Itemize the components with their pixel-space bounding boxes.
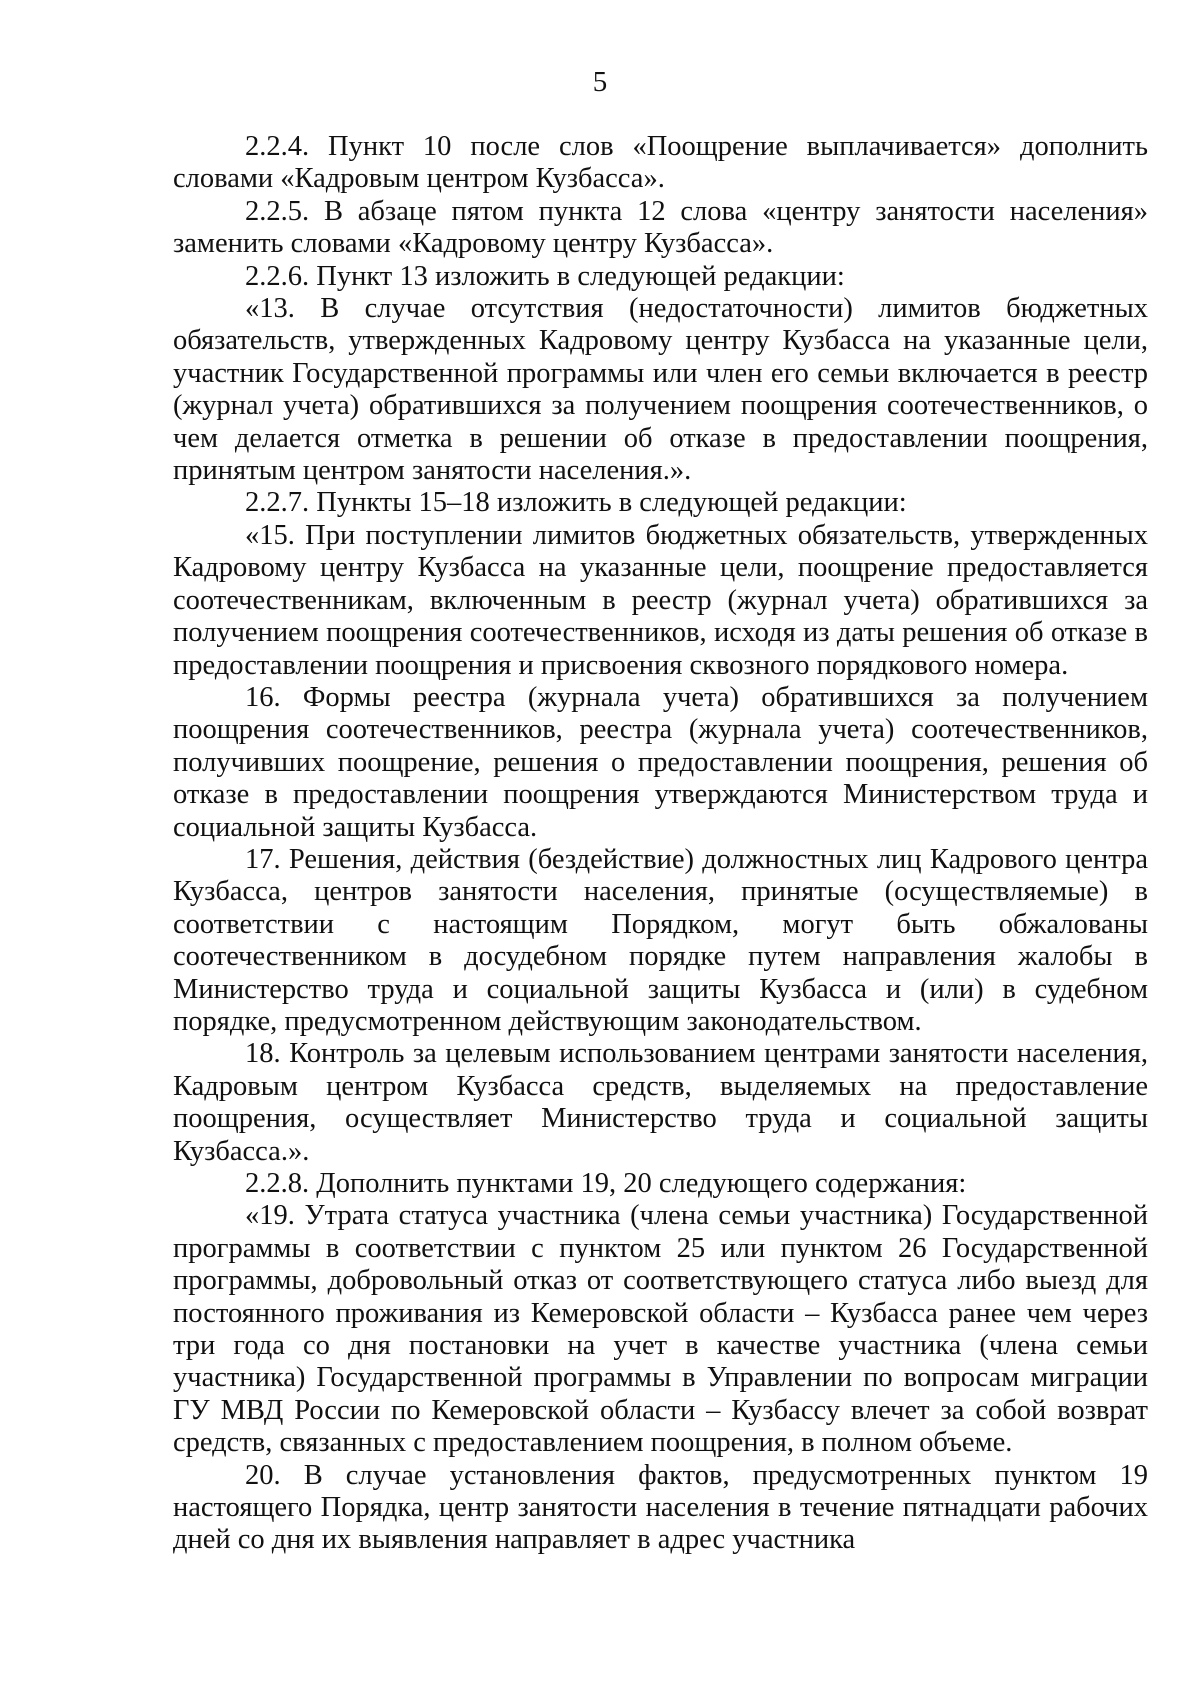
paragraph-2-2-6: 2.2.6. Пункт 13 изложить в следующей редакции: — [245, 260, 845, 292]
paragraph-item-16: 16. Формы реестра (журнала учета) обратившихся за получением поощрения соотечественников, реестра (журнала учета) соотечественников, получивших поощрение, решения о предоставлении поощрения, решения об отказе в предоставлении поощрения утверждаются Министерством труда и социальной защиты Кузбасса. — [173, 681, 1148, 843]
paragraph-2-2-7: 2.2.7. Пункты 15–18 изложить в следующей редакции: — [245, 487, 907, 519]
document-body — [173, 131, 1148, 1557]
paragraph-item-20: 20. В случае установления фактов, предусмотренных пунктом 19 настоящего Порядка, центр занятости населения в течение пятнадцати рабочих дней со дня их выявления направляет в адрес участника — [173, 1459, 1148, 1556]
paragraph-2-2-4: 2.2.4. Пункт 10 после слов «Поощрение выплачивается» дополнить словами «Кадровым центром Кузбасса». — [173, 131, 1148, 195]
paragraph-2-2-8: 2.2.8. Дополнить пунктами 19, 20 следующего содержания: — [245, 1168, 967, 1199]
page-number: 5 — [592, 66, 608, 98]
paragraph-item-19: «19. Утрата статуса участника (члена семьи участника) Государственной программы в соответствии с пунктом 25 или пунктом 26 Государственной программы, добровольный отказ от соответствующего статуса либо выезд для постоянного проживания из Кемеровской области – Кузбасса ранее чем через три года со дня постановки на учет в качестве участника (члена семьи участника) Государственной программы в Управлении по вопросам миграции ГУ МВД России по Кемеровской области – Кузбассу влечет за собой возврат средств, связанных с предоставлением поощрения, в полном объеме. — [173, 1200, 1148, 1459]
paragraph-item-17: 17. Решения, действия (бездействие) должностных лиц Кадрового центра Кузбасса, центров занятости населения, принятые (осуществляемые) в соответствии с настоящим Порядком, могут быть обжалованы соотечественником в досудебном порядке путем направления жалобы в Министерство труда и социальной защиты Кузбасса и (или) в судебном порядке, предусмотренном действующим законодательством. — [173, 843, 1148, 1037]
paragraph-item-15: «15. При поступлении лимитов бюджетных обязательств, утвержденных Кадровому центру Кузбасса на указанные цели, поощрение предоставляется соотечественникам, включенным в реестр (журнал учета) обратившихся за получением поощрения соотечественников, исходя из даты решения об отказе в предоставлении поощрения и присвоения сквозного порядкового номера. — [173, 519, 1148, 681]
paragraph-item-13: «13. В случае отсутствия (недостаточности) лимитов бюджетных обязательств, утвержденных Кадровому центру Кузбасса на указанные цели, участник Государственной программы или член его семьи включается в реестр (журнал учета) обратившихся за получением поощрения соотечественников, о чем делается отметка в решении об отказе в предоставлении поощрения, принятым центром занятости населения.». — [173, 293, 1148, 487]
paragraph-item-18: 18. Контроль за целевым использованием центрами занятости населения, Кадровым центром Кузбасса средств, выделяемых на предоставление поощрения, осуществляет Министерство труда и социальной защиты Кузбасса.». — [173, 1038, 1148, 1167]
paragraph-2-2-5: 2.2.5. В абзаце пятом пункта 12 слова «центру занятости населения» заменить словами «Кадровому центру Кузбасса». — [173, 195, 1148, 260]
